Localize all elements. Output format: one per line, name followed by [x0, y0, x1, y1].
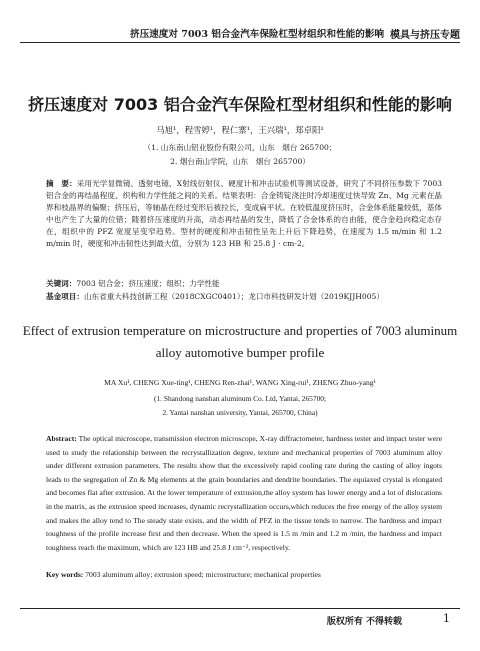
- chinese-abstract-text: 采用光学显微镜、透射电镜、X射线衍射仪、硬度计和冲击试验机等测试设备，研究了不同挤压参数下 7003 铝合金的再结晶程度、织构和力学性能之间的关系。结果表明：合金铸锭浇注时冷却速度过快导致 Zn、Mg 元素在晶界和枝晶界的偏聚；挤压后，等轴晶在经过变形后被拉长，变成扁平状。在较低温度挤压时，合金体系能量较低，基体中也产生了大量的位错；随着挤压速度的升高，动态再结晶的发生，降低了合金体系的自由能，使合金趋向稳定态存在，组织中的 PFZ 宽度呈变窄趋势。型材的硬度和冲击韧性呈先上升后下降趋势，在速度为 1.5 m/min 和 1.2 m/min 时，硬度和冲击韧性达到最大值，分别为 123 HB 和 25.8 J · cm-2。: [46, 179, 443, 248]
- chinese-affiliation-2: 2. 烟台南山学院，山东 烟台 265700）: [170, 157, 310, 166]
- english-abstract-label: Abstract:: [46, 434, 77, 443]
- chinese-abstract: [46, 178, 442, 250]
- english-abstract: [46, 432, 442, 554]
- english-abstract-text: The optical microscope, transmission electron microscope, X-ray diffractometer, hardness tester and impact tester were used to study the relationship between the recrystallization degree, texture and mechanical properties of 7003 aluminum alloy under different extrusion parameters. The results show that the excessively rapid cooling rate during the casting of alloy ingots leads to the segregation of Zn & Mg elements at the grain boundaries and dendrite boundaries. The equiaxed crystal is elongated and becomes flat after extrusion. At the lower temperature of extrusion,the alloy system has lower energy and a lot of dislocations in the matrix, as the extrusion speed increases, dynamic recrystallization occurs,which reduces the free energy of the alloy system and makes the alloy tend to The steady state exists, and the width of PFZ in the tissue tends to narrow. The hardness and impact toughness of the profile increase first and then decrease. When the speed is 1.5 m /min and 1.2 m /min, the hardness and impact toughness reach the maximum, which are 123 HB and 25.8 J cm⁻², respectively.: [46, 434, 443, 552]
- english-keywords-label: Key words:: [46, 570, 84, 579]
- chinese-authors: 马旭¹，程雪婷¹，程仁寨¹，王兴瑞¹，郑卓阳¹: [156, 125, 324, 135]
- running-title: 挤压速度对 7003 铝合金汽车保险杠型材组织和性能的影响: [130, 29, 385, 40]
- fund-label: 基金项目：: [46, 292, 84, 301]
- copyright-notice: 版权所有 不得转载: [326, 617, 402, 627]
- chinese-affiliation-1: （1. 山东南山铝业股份有限公司，山东 烟台 265700；: [143, 143, 337, 152]
- section-label: 模具与挤压专题: [390, 30, 460, 41]
- fund-project: [46, 291, 442, 303]
- english-keywords-text: 7003 aluminum alloy; extrusion speed; microstructure; mechanical properties: [85, 570, 321, 579]
- english-affiliation-1: (1. Shandong nanshan aluminum Co. Ltd, Yantai, 265700;: [153, 394, 327, 403]
- chinese-abstract-label: 摘 要：: [46, 179, 77, 188]
- english-title: [0, 320, 480, 364]
- fund-text: 山东省重大科技创新工程（2018CXGC0401）；龙口市科技研发计划（2019KJJH005）: [83, 292, 384, 301]
- footer-rule: [20, 608, 460, 609]
- chinese-keywords-label: 关键词：: [46, 279, 77, 288]
- english-authors: MA Xu¹, CHENG Xue-ting¹, CHENG Ren-zhai¹, WANG Xing-rui¹, ZHENG Zhuo-yang¹: [104, 378, 376, 387]
- english-title-line-2: alloy automotive bumper profile: [155, 345, 325, 360]
- chinese-keywords: [46, 278, 442, 290]
- english-affiliation-2: 2. Yantai nanshan university, Yantai, 265700, China): [162, 408, 318, 417]
- running-header: [20, 22, 460, 43]
- page-number: 1: [443, 612, 450, 625]
- english-title-line-1: Effect of extrusion temperature on microstructure and properties of 7003 aluminum: [22, 323, 458, 338]
- chinese-title: 挤压速度对 7003 铝合金汽车保险杠型材组织和性能的影响: [28, 95, 452, 114]
- english-keywords: [46, 570, 442, 579]
- chinese-keywords-text: 7003 铝合金；挤压速度；组织；力学性能: [76, 279, 220, 288]
